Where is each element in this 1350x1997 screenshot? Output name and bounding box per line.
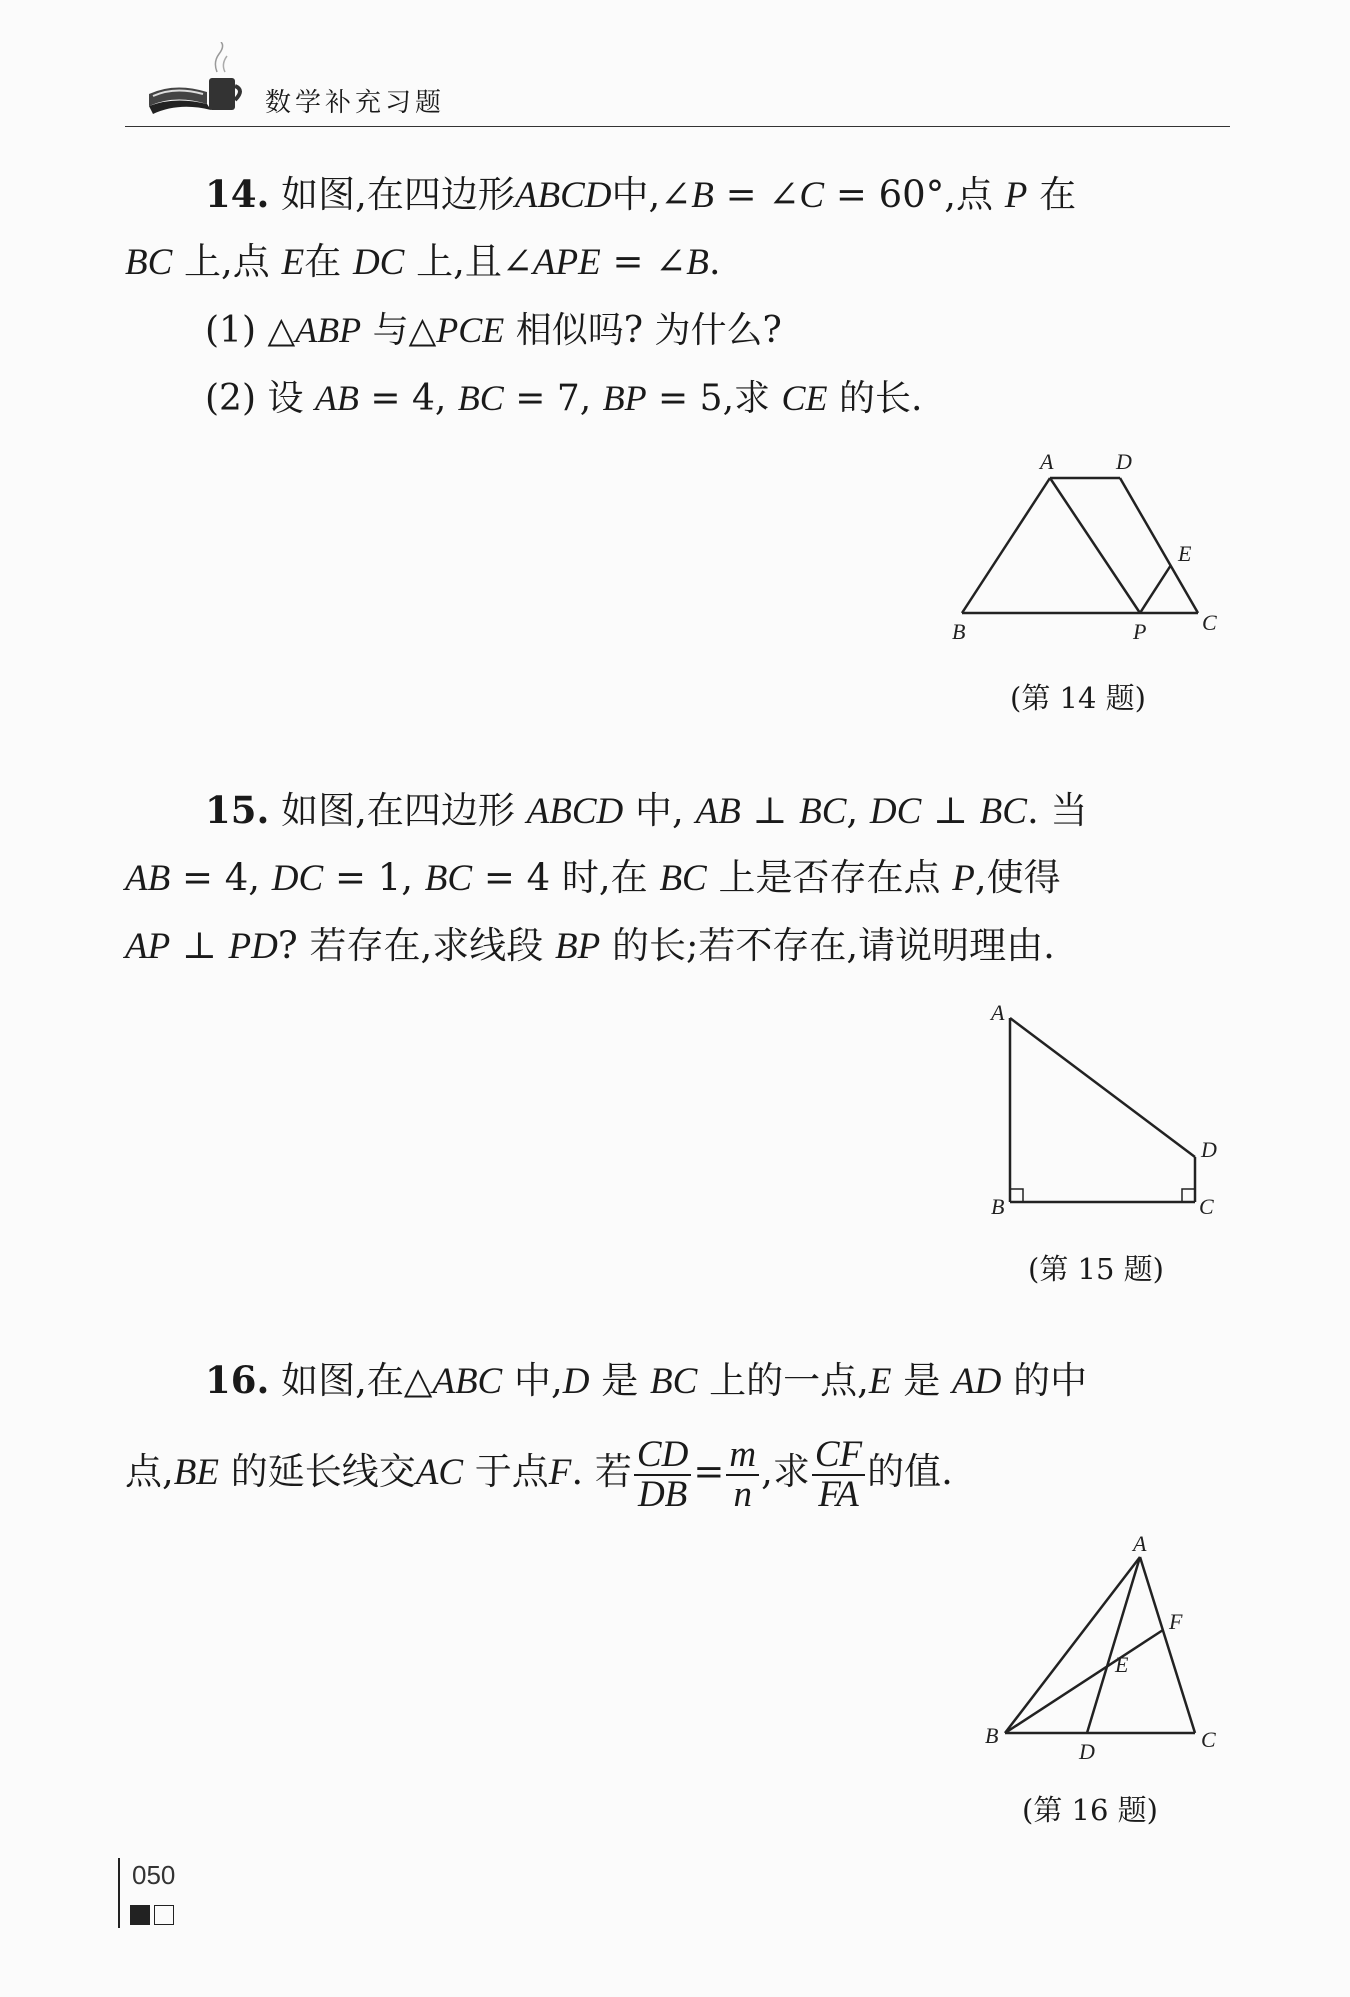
- filled-square-icon: [130, 1905, 150, 1925]
- problem-14-question-1: (1) △ABP 与△PCE 相似吗? 为什么?: [205, 310, 782, 351]
- label-E: E: [1178, 541, 1192, 566]
- label-C: C: [1201, 1727, 1216, 1752]
- seg-AB: [962, 478, 1050, 613]
- label-A: A: [1040, 449, 1054, 474]
- label-A: A: [991, 1000, 1005, 1025]
- problem-16-line-2: 点,BE 的延长线交AC 于点F. 若 $\frac{CD}{DB}$ = $\frac{m}{n}$ ,求 $\frac{CF}{FA}$ 的值.: [125, 1433, 953, 1515]
- problem-16-number: 16.: [205, 1358, 270, 1402]
- seg-AB: [1005, 1557, 1140, 1733]
- label-E: E: [1115, 1652, 1129, 1677]
- empty-square-icon: [154, 1905, 174, 1925]
- label-B: B: [952, 619, 966, 644]
- seg-AC: [1140, 1557, 1195, 1733]
- label-C: C: [1202, 610, 1217, 635]
- book-cup-logo-icon: [145, 42, 245, 122]
- label-C: C: [1199, 1194, 1214, 1219]
- label-B: B: [985, 1723, 999, 1748]
- problem-15-line-2: AB = 4, DC = 1, BC = 4 时,在 BC 上是否存在点 P,使得: [125, 856, 1061, 899]
- problem-14-line-1: 14. 如图,在四边形ABCD中,∠B = ∠C = 60°,点 P 在: [205, 172, 1077, 216]
- figure-15: [985, 1000, 1230, 1230]
- problem-15-number: 15.: [205, 788, 270, 832]
- footer-bar: [118, 1858, 120, 1928]
- seg-AP: [1050, 478, 1140, 613]
- seg-AD: [1010, 1018, 1195, 1157]
- figure-16: [975, 1531, 1230, 1775]
- problem-14-number: 14.: [205, 172, 270, 216]
- problem-15-line-1: 15. 如图,在四边形 ABCD 中, AB ⊥ BC, DC ⊥ BC. 当: [205, 788, 1088, 832]
- figure-14: [940, 445, 1230, 645]
- seg-BF: [1005, 1630, 1163, 1733]
- label-B: B: [991, 1194, 1005, 1219]
- figure-16-caption: (第 16 题): [1022, 1793, 1158, 1827]
- seg-PE: [1140, 565, 1171, 613]
- problem-14-question-2: (2) 设 AB = 4, BC = 7, BP = 5,求 CE 的长.: [205, 378, 923, 419]
- seg-AD: [1087, 1557, 1140, 1733]
- problem-14-line-2: BC 上,点 E在 DC 上,且∠APE = ∠B.: [125, 240, 721, 283]
- label-F: F: [1169, 1609, 1183, 1634]
- figure-14-caption: (第 14 题): [1010, 681, 1146, 715]
- right-angle-mark-B: [1010, 1189, 1023, 1202]
- header-title: 数学补充习题: [265, 88, 446, 118]
- right-angle-mark-C: [1182, 1189, 1195, 1202]
- page-number: 050: [132, 1860, 176, 1890]
- fraction-cf-over-fa: $\frac{CF}{FA}$: [812, 1436, 865, 1514]
- label-D: D: [1201, 1137, 1217, 1162]
- fraction-cd-over-db: $\frac{CD}{DB}$: [634, 1436, 691, 1514]
- problem-16-line-1: 16. 如图,在△ABC 中,D 是 BC 上的一点,E 是 AD 的中: [205, 1358, 1088, 1402]
- problem-15-line-3: AP ⊥ PD? 若存在,求线段 BP 的长;若不存在,请说明理由.: [125, 924, 1055, 967]
- label-A: A: [1133, 1531, 1147, 1556]
- figure-15-caption: (第 15 题): [1028, 1252, 1164, 1286]
- fraction-m-over-n: $\frac{m}{n}$: [726, 1436, 759, 1514]
- header-divider: [125, 126, 1230, 127]
- label-P: P: [1133, 619, 1147, 644]
- label-D: D: [1079, 1739, 1095, 1764]
- label-D: D: [1116, 449, 1132, 474]
